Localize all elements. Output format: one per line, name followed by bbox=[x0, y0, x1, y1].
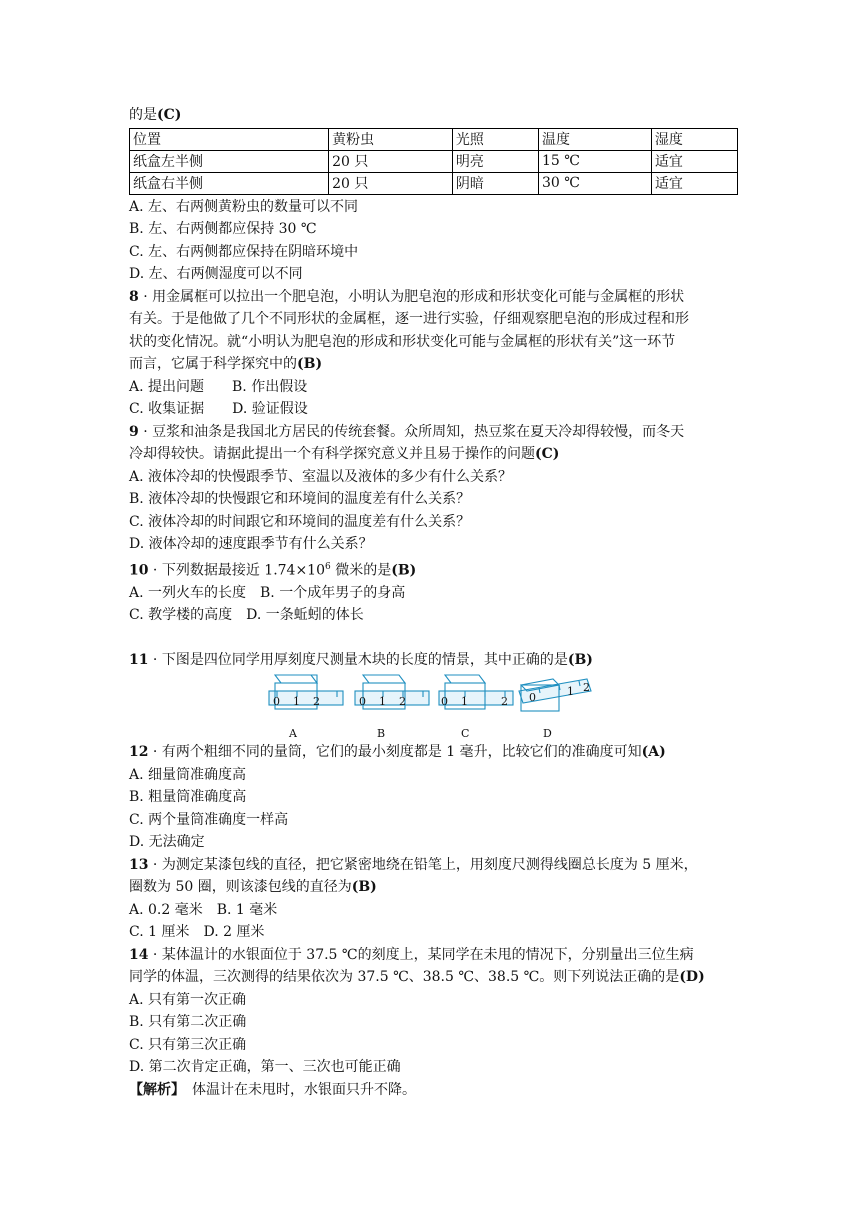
table-header-cell: 位置 bbox=[130, 128, 329, 150]
table-cell: 适宜 bbox=[651, 172, 737, 194]
tick-label: 1 bbox=[567, 685, 574, 699]
q12-stem: 12 · 有两个粗细不同的量筒，它们的最小刻度都是 1 毫升，比较它们的准确度可知(A) bbox=[129, 744, 666, 761]
q11-stem: 11 · 下图是四位同学用厚刻度尺测量木块的长度的情景，其中正确的是(B) bbox=[129, 651, 593, 668]
document-page bbox=[129, 104, 741, 1101]
question-number: 8 bbox=[129, 288, 139, 305]
option-line: C. 教学楼的高度 D. 一条蚯蚓的体长 bbox=[129, 607, 364, 624]
tick-label: 1 bbox=[461, 695, 468, 709]
table-row bbox=[130, 150, 738, 172]
q10-answer: (B) bbox=[391, 562, 417, 579]
figure-label: C bbox=[461, 727, 470, 741]
table-cell: 20 只 bbox=[329, 150, 453, 172]
option-line: C. 两个量筒准确度一样高 bbox=[129, 811, 289, 828]
option-line: A. 左、右两侧黄粉虫的数量可以不同 bbox=[129, 198, 359, 215]
table-cell: 适宜 bbox=[651, 150, 737, 172]
option-line: C. 1 厘米 D. 2 厘米 bbox=[129, 924, 265, 941]
q12-answer: (A) bbox=[641, 744, 666, 761]
option-line: A. 0.2 毫米 B. 1 毫米 bbox=[129, 901, 278, 918]
q8-answer: (B) bbox=[297, 356, 323, 372]
q14-answer: (D) bbox=[679, 969, 705, 986]
q7-stem-tail: 的是(C) bbox=[129, 107, 182, 123]
option-line: A. 只有第一次正确 bbox=[129, 991, 247, 1008]
exponent: 6 bbox=[325, 561, 331, 572]
tick-label: 2 bbox=[501, 695, 508, 709]
table-header-cell: 湿度 bbox=[651, 128, 737, 150]
figure-label: D bbox=[543, 727, 552, 741]
ruler-a bbox=[269, 675, 343, 709]
tick-label: 1 bbox=[293, 695, 300, 709]
tick-label: 0 bbox=[441, 695, 448, 709]
analysis-label: 【解析】 bbox=[129, 1081, 178, 1098]
option-line: D. 第二次肯定正确，第一、三次也可能正确 bbox=[129, 1059, 401, 1076]
option-line: A. 细量筒准确度高 bbox=[129, 766, 247, 783]
tick-label: 1 bbox=[379, 695, 386, 709]
option-line: D. 左、右两侧湿度可以不同 bbox=[129, 266, 303, 282]
q13-stem-line: 圈数为 50 圈，则该漆包线的直径为(B) bbox=[129, 879, 377, 896]
table-row bbox=[130, 172, 738, 194]
table-cell: 30 ℃ bbox=[539, 172, 652, 194]
tick-label: 2 bbox=[313, 695, 320, 709]
q13-stem: 13 · 为测定某漆包线的直径，把它紧密地绕在铅笔上，用刻度尺测得线圈总长度为 5 厘米， bbox=[129, 856, 698, 873]
option-line: A. 提出问题 B. 作出假设 bbox=[129, 378, 308, 395]
table-cell: 纸盒右半侧 bbox=[130, 172, 329, 194]
option-line: C. 液体冷却的时间跟它和环境间的温度差有什么关系？ bbox=[129, 513, 471, 530]
question-number: 9 bbox=[129, 423, 139, 440]
option-line: B. 液体冷却的快慢跟它和环境间的温度差有什么关系？ bbox=[129, 491, 471, 507]
table-header-cell: 光照 bbox=[452, 128, 538, 150]
tick-label: 2 bbox=[583, 681, 590, 695]
table-header-row bbox=[130, 128, 738, 150]
spacer bbox=[129, 627, 741, 649]
q11-answer: (B) bbox=[567, 651, 593, 668]
q8-stem-line: 状的变化情况。就“小明认为肥皂泡的形成和形状变化可能与金属框的形状有关”这一环节 bbox=[129, 333, 676, 350]
tick-label: 0 bbox=[529, 691, 536, 705]
option-line: B. 只有第二次正确 bbox=[129, 1014, 247, 1031]
analysis bbox=[129, 1079, 741, 1102]
tick-label: 0 bbox=[273, 695, 280, 709]
question-number: 14 bbox=[129, 946, 149, 963]
table-header-cell: 黄粉虫 bbox=[329, 128, 453, 150]
ruler-figure bbox=[129, 671, 741, 741]
table-cell: 15 ℃ bbox=[539, 150, 652, 172]
question-number: 10 bbox=[129, 562, 149, 579]
option-line: B. 左、右两侧都应保持 30 ℃ bbox=[129, 221, 317, 237]
q14-stem-line: 同学的体温，三次测得的结果依次为 37.5 ℃、38.5 ℃、38.5 ℃。则下列说法正确的是(D) bbox=[129, 969, 705, 986]
q10-stem: 10 · 下列数据最接近 $1.74\times 10^6$ 微米的是(B) bbox=[129, 561, 417, 579]
option-line: D. 液体冷却的速度跟季节有什么关系？ bbox=[129, 536, 373, 552]
question-number: 11 bbox=[129, 651, 149, 668]
table-cell: 纸盒左半侧 bbox=[130, 150, 329, 172]
tick-label: 0 bbox=[359, 695, 366, 709]
q9-stem: 9 · 豆浆和油条是我国北方居民的传统套餐。众所周知，热豆浆在夏天冷却得较慢，而冬天 bbox=[129, 423, 685, 440]
experiment-table bbox=[129, 128, 738, 195]
table-cell: 20 只 bbox=[329, 172, 453, 194]
analysis-text: 体温计在未甩时，水银面只升不降。 bbox=[178, 1081, 416, 1098]
q13-answer: (B) bbox=[351, 879, 377, 896]
option-line: C. 只有第三次正确 bbox=[129, 1036, 247, 1053]
q9-stem-line: 冷却得较快。请据此提出一个有科学探究意义并且易于操作的问题(C) bbox=[129, 446, 560, 462]
question-number: 12 bbox=[129, 744, 149, 761]
q8-stem: 8 · 用金属框可以拉出一个肥皂泡，小明认为肥皂泡的形成和形状变化可能与金属框的形状 bbox=[129, 288, 685, 305]
option-line: A. 一列火车的长度 B. 一个成年男子的身高 bbox=[129, 584, 406, 601]
table-cell: 明亮 bbox=[452, 150, 538, 172]
q9-answer: (C) bbox=[535, 446, 560, 462]
tick-label: 2 bbox=[399, 695, 406, 709]
table-cell: 阴暗 bbox=[452, 172, 538, 194]
figure-label: B bbox=[377, 727, 386, 741]
option-line: B. 粗量筒准确度高 bbox=[129, 789, 247, 806]
option-line: C. 左、右两侧都应保持在阴暗环境中 bbox=[129, 243, 359, 260]
ruler-b bbox=[355, 675, 429, 709]
option-line: C. 收集证据 D. 验证假设 bbox=[129, 401, 308, 417]
question-number: 13 bbox=[129, 856, 149, 873]
figure-label: A bbox=[289, 727, 297, 741]
q8-stem-line: 有关。于是他做了几个不同形状的金属框，逐一进行实验，仔细观察肥皂泡的形成过程和形 bbox=[129, 311, 689, 327]
option-line: D. 无法确定 bbox=[129, 834, 205, 851]
ruler-diagram bbox=[267, 671, 607, 741]
q7-answer: (C) bbox=[157, 107, 182, 123]
option-line: A. 液体冷却的快慢跟季节、室温以及液体的多少有什么关系？ bbox=[129, 468, 513, 485]
q8-stem-line: 而言，它属于科学探究中的(B) bbox=[129, 356, 323, 372]
table-header-cell: 温度 bbox=[539, 128, 652, 150]
q14-stem: 14 · 某体温计的水银面位于 37.5 ℃的刻度上，某同学在未甩的情况下，分别量出三位生病 bbox=[129, 946, 694, 963]
